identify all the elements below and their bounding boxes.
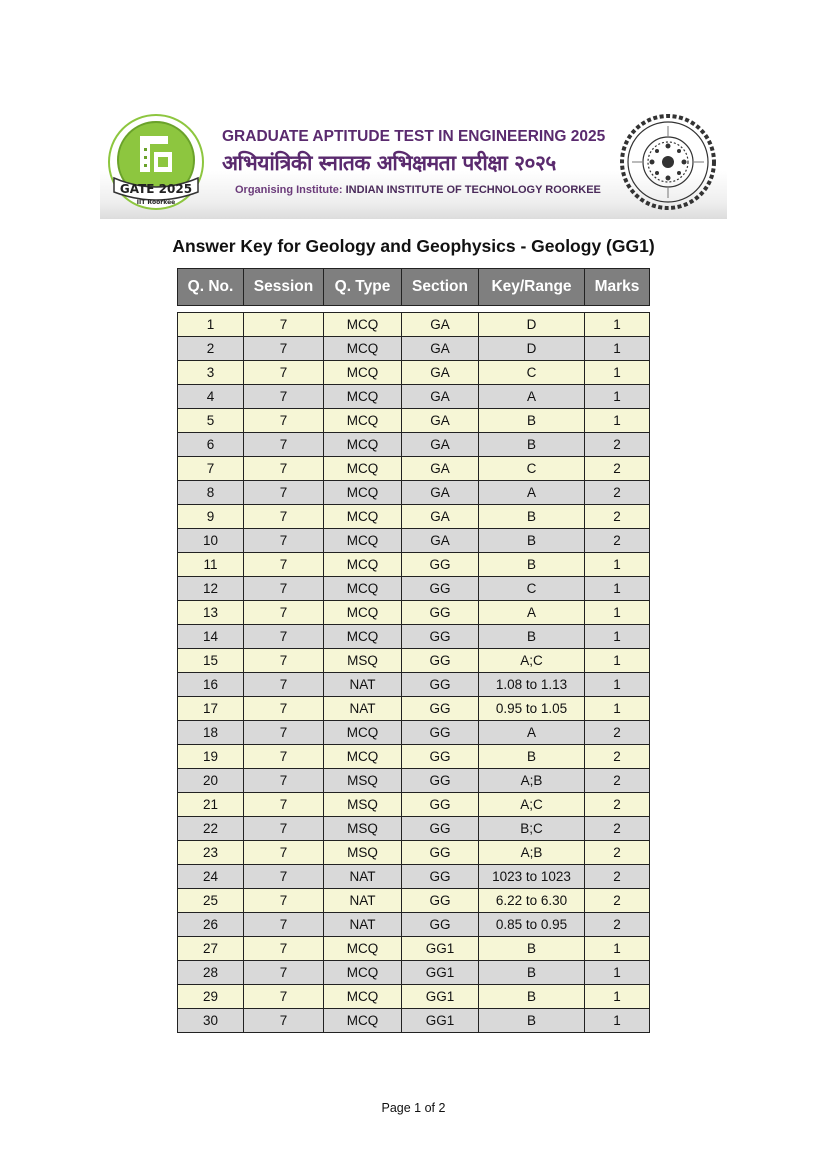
table-row xyxy=(178,505,650,529)
cell-section: GG xyxy=(402,817,479,841)
table-row xyxy=(178,769,650,793)
cell-q-no: 18 xyxy=(178,721,244,745)
cell-q-type: MCQ xyxy=(324,433,402,457)
organiser-label: Organising Institute: xyxy=(235,184,343,196)
cell-marks: 1 xyxy=(585,553,650,577)
cell-section: GA xyxy=(402,337,479,361)
cell-session: 7 xyxy=(244,817,324,841)
table-row xyxy=(178,1009,650,1033)
cell-key-range: B xyxy=(479,1009,585,1033)
cell-session: 7 xyxy=(244,937,324,961)
table-row xyxy=(178,457,650,481)
header-gap-cell xyxy=(178,306,650,313)
cell-session: 7 xyxy=(244,961,324,985)
cell-section: GA xyxy=(402,433,479,457)
cell-q-type: NAT xyxy=(324,889,402,913)
cell-session: 7 xyxy=(244,793,324,817)
cell-session: 7 xyxy=(244,673,324,697)
cell-q-no: 26 xyxy=(178,913,244,937)
cell-key-range: A;B xyxy=(479,841,585,865)
cell-session: 7 xyxy=(244,697,324,721)
cell-q-no: 19 xyxy=(178,745,244,769)
cell-marks: 1 xyxy=(585,361,650,385)
cell-key-range: A;C xyxy=(479,649,585,673)
col-header-section: Section xyxy=(402,269,479,306)
cell-section: GG xyxy=(402,793,479,817)
cell-marks: 1 xyxy=(585,961,650,985)
cell-key-range: B xyxy=(479,433,585,457)
cell-q-type: MSQ xyxy=(324,841,402,865)
header-gap xyxy=(178,306,650,313)
cell-section: GA xyxy=(402,361,479,385)
gate-2025-logo xyxy=(104,112,208,216)
cell-marks: 2 xyxy=(585,793,650,817)
cell-marks: 1 xyxy=(585,1009,650,1033)
cell-q-type: MCQ xyxy=(324,409,402,433)
cell-marks: 1 xyxy=(585,985,650,1009)
table-row xyxy=(178,313,650,337)
cell-session: 7 xyxy=(244,529,324,553)
cell-q-type: MCQ xyxy=(324,1009,402,1033)
cell-marks: 1 xyxy=(585,601,650,625)
cell-marks: 1 xyxy=(585,409,650,433)
table-row xyxy=(178,721,650,745)
cell-section: GG xyxy=(402,625,479,649)
cell-key-range: 6.22 to 6.30 xyxy=(479,889,585,913)
page-number: Page 1 of 2 xyxy=(381,1101,446,1115)
table-row xyxy=(178,553,650,577)
table-row xyxy=(178,913,650,937)
cell-q-type: MSQ xyxy=(324,817,402,841)
cell-session: 7 xyxy=(244,913,324,937)
cell-key-range: A xyxy=(479,481,585,505)
cell-section: GG xyxy=(402,913,479,937)
cell-session: 7 xyxy=(244,601,324,625)
cell-marks: 2 xyxy=(585,841,650,865)
cell-section: GG xyxy=(402,697,479,721)
table-row xyxy=(178,745,650,769)
table-row xyxy=(178,433,650,457)
cell-marks: 2 xyxy=(585,889,650,913)
cell-section: GA xyxy=(402,529,479,553)
cell-q-no: 5 xyxy=(178,409,244,433)
cell-q-no: 2 xyxy=(178,337,244,361)
cell-section: GG xyxy=(402,721,479,745)
cell-session: 7 xyxy=(244,889,324,913)
col-header-marks: Marks xyxy=(585,269,650,306)
cell-key-range: A xyxy=(479,385,585,409)
cell-marks: 2 xyxy=(585,505,650,529)
cell-q-no: 28 xyxy=(178,961,244,985)
cell-q-type: MCQ xyxy=(324,745,402,769)
cell-marks: 2 xyxy=(585,817,650,841)
cell-q-no: 24 xyxy=(178,865,244,889)
cell-q-no: 12 xyxy=(178,577,244,601)
cell-q-no: 16 xyxy=(178,673,244,697)
cell-marks: 1 xyxy=(585,337,650,361)
cell-q-no: 11 xyxy=(178,553,244,577)
cell-session: 7 xyxy=(244,649,324,673)
cell-key-range: D xyxy=(479,313,585,337)
table-row xyxy=(178,625,650,649)
cell-key-range: B xyxy=(479,553,585,577)
cell-q-no: 9 xyxy=(178,505,244,529)
cell-q-type: MSQ xyxy=(324,649,402,673)
cell-marks: 2 xyxy=(585,913,650,937)
col-header-q-no: Q. No. xyxy=(178,269,244,306)
cell-session: 7 xyxy=(244,865,324,889)
cell-section: GA xyxy=(402,481,479,505)
header-title-hindi: अभियांत्रिकी स्नातक अभिक्षमता परीक्षा २०२५ xyxy=(222,151,556,175)
cell-q-type: MCQ xyxy=(324,313,402,337)
cell-session: 7 xyxy=(244,745,324,769)
cell-section: GA xyxy=(402,457,479,481)
col-header-key-range: Key/Range xyxy=(479,269,585,306)
cell-marks: 2 xyxy=(585,457,650,481)
cell-key-range: C xyxy=(479,577,585,601)
cell-q-type: MCQ xyxy=(324,361,402,385)
cell-session: 7 xyxy=(244,409,324,433)
cell-q-type: MCQ xyxy=(324,481,402,505)
cell-q-type: MCQ xyxy=(324,625,402,649)
cell-q-type: MCQ xyxy=(324,337,402,361)
cell-q-no: 10 xyxy=(178,529,244,553)
cell-section: GG1 xyxy=(402,985,479,1009)
cell-key-range: B xyxy=(479,985,585,1009)
cell-q-no: 1 xyxy=(178,313,244,337)
cell-section: GG xyxy=(402,769,479,793)
cell-section: GA xyxy=(402,313,479,337)
cell-marks: 2 xyxy=(585,745,650,769)
cell-section: GG xyxy=(402,553,479,577)
table-row xyxy=(178,865,650,889)
cell-marks: 1 xyxy=(585,385,650,409)
cell-key-range: A xyxy=(479,601,585,625)
answer-key-table xyxy=(177,268,650,1033)
cell-q-type: MCQ xyxy=(324,553,402,577)
cell-key-range: B xyxy=(479,529,585,553)
cell-key-range: B xyxy=(479,745,585,769)
cell-section: GG1 xyxy=(402,1009,479,1033)
iit-roorkee-emblem xyxy=(618,112,718,216)
cell-key-range: B xyxy=(479,409,585,433)
table-body xyxy=(178,306,650,1033)
header-title-english: GRADUATE APTITUDE TEST IN ENGINEERING 2025 xyxy=(222,128,606,145)
cell-key-range: B xyxy=(479,625,585,649)
cell-section: GG xyxy=(402,889,479,913)
cell-q-no: 30 xyxy=(178,1009,244,1033)
cell-q-type: MSQ xyxy=(324,793,402,817)
cell-session: 7 xyxy=(244,1009,324,1033)
cell-key-range: 1.08 to 1.13 xyxy=(479,673,585,697)
table-row xyxy=(178,697,650,721)
cell-session: 7 xyxy=(244,577,324,601)
cell-marks: 2 xyxy=(585,721,650,745)
cell-session: 7 xyxy=(244,481,324,505)
cell-q-type: MCQ xyxy=(324,577,402,601)
cell-key-range: B;C xyxy=(479,817,585,841)
cell-q-type: MCQ xyxy=(324,505,402,529)
table-row xyxy=(178,793,650,817)
cell-marks: 1 xyxy=(585,313,650,337)
cell-section: GG xyxy=(402,577,479,601)
cell-q-no: 20 xyxy=(178,769,244,793)
cell-marks: 1 xyxy=(585,697,650,721)
cell-session: 7 xyxy=(244,769,324,793)
cell-q-type: MSQ xyxy=(324,769,402,793)
cell-marks: 2 xyxy=(585,433,650,457)
cell-session: 7 xyxy=(244,721,324,745)
document-title: Answer Key for Geology and Geophysics - Geology (GG1) xyxy=(172,236,655,256)
cell-key-range: B xyxy=(479,961,585,985)
cell-q-type: NAT xyxy=(324,913,402,937)
cell-section: GG xyxy=(402,841,479,865)
cell-q-type: MCQ xyxy=(324,385,402,409)
cell-session: 7 xyxy=(244,457,324,481)
cell-q-type: MCQ xyxy=(324,457,402,481)
cell-marks: 1 xyxy=(585,937,650,961)
cell-session: 7 xyxy=(244,553,324,577)
cell-key-range: 0.95 to 1.05 xyxy=(479,697,585,721)
col-header-q-type: Q. Type xyxy=(324,269,402,306)
table-row xyxy=(178,985,650,1009)
table-row xyxy=(178,409,650,433)
cell-session: 7 xyxy=(244,433,324,457)
cell-marks: 1 xyxy=(585,649,650,673)
cell-key-range: C xyxy=(479,457,585,481)
table-header-row xyxy=(178,269,650,306)
header-organiser xyxy=(235,184,605,196)
cell-q-no: 7 xyxy=(178,457,244,481)
cell-key-range: 0.85 to 0.95 xyxy=(479,913,585,937)
cell-section: GG xyxy=(402,601,479,625)
table-row xyxy=(178,481,650,505)
cell-section: GA xyxy=(402,505,479,529)
table-row xyxy=(178,673,650,697)
cell-key-range: B xyxy=(479,505,585,529)
cell-session: 7 xyxy=(244,337,324,361)
cell-q-no: 3 xyxy=(178,361,244,385)
table-row xyxy=(178,937,650,961)
table-row xyxy=(178,529,650,553)
cell-session: 7 xyxy=(244,313,324,337)
cell-q-no: 17 xyxy=(178,697,244,721)
table-row xyxy=(178,361,650,385)
table-row xyxy=(178,385,650,409)
cell-key-range: A;B xyxy=(479,769,585,793)
cell-q-no: 4 xyxy=(178,385,244,409)
cell-q-type: MCQ xyxy=(324,937,402,961)
cell-section: GG xyxy=(402,673,479,697)
table-row xyxy=(178,577,650,601)
cell-q-no: 25 xyxy=(178,889,244,913)
cell-q-no: 14 xyxy=(178,625,244,649)
cell-section: GG1 xyxy=(402,961,479,985)
cell-section: GG xyxy=(402,745,479,769)
cell-section: GG xyxy=(402,865,479,889)
cell-key-range: A;C xyxy=(479,793,585,817)
cell-key-range: A xyxy=(479,721,585,745)
table-row xyxy=(178,337,650,361)
cell-session: 7 xyxy=(244,361,324,385)
cell-q-type: MCQ xyxy=(324,985,402,1009)
cell-marks: 1 xyxy=(585,625,650,649)
cell-session: 7 xyxy=(244,505,324,529)
organiser-name: INDIAN INSTITUTE OF TECHNOLOGY ROORKEE xyxy=(345,184,601,196)
gate-logo-text: GATE 2025 xyxy=(119,182,193,196)
cell-key-range: C xyxy=(479,361,585,385)
table-row xyxy=(178,841,650,865)
cell-q-type: NAT xyxy=(324,697,402,721)
cell-q-type: MCQ xyxy=(324,601,402,625)
cell-q-no: 13 xyxy=(178,601,244,625)
cell-q-no: 23 xyxy=(178,841,244,865)
cell-q-no: 29 xyxy=(178,985,244,1009)
cell-key-range: 1023 to 1023 xyxy=(479,865,585,889)
cell-session: 7 xyxy=(244,985,324,1009)
cell-marks: 2 xyxy=(585,481,650,505)
cell-q-no: 6 xyxy=(178,433,244,457)
cell-marks: 2 xyxy=(585,769,650,793)
cell-q-type: MCQ xyxy=(324,529,402,553)
table-row xyxy=(178,889,650,913)
cell-q-no: 15 xyxy=(178,649,244,673)
cell-q-no: 22 xyxy=(178,817,244,841)
cell-q-type: NAT xyxy=(324,865,402,889)
table-row xyxy=(178,961,650,985)
cell-q-no: 21 xyxy=(178,793,244,817)
cell-key-range: B xyxy=(479,937,585,961)
cell-session: 7 xyxy=(244,385,324,409)
cell-q-type: NAT xyxy=(324,673,402,697)
cell-marks: 1 xyxy=(585,673,650,697)
cell-q-no: 27 xyxy=(178,937,244,961)
cell-q-type: MCQ xyxy=(324,721,402,745)
cell-section: GG xyxy=(402,649,479,673)
col-header-session: Session xyxy=(244,269,324,306)
cell-marks: 2 xyxy=(585,865,650,889)
cell-section: GA xyxy=(402,409,479,433)
table-row xyxy=(178,649,650,673)
cell-section: GA xyxy=(402,385,479,409)
cell-session: 7 xyxy=(244,841,324,865)
cell-q-no: 8 xyxy=(178,481,244,505)
gate-logo-subtext: IIT Roorkee xyxy=(136,199,176,206)
cell-marks: 1 xyxy=(585,577,650,601)
cell-section: GG1 xyxy=(402,937,479,961)
table-row xyxy=(178,601,650,625)
cell-q-type: MCQ xyxy=(324,961,402,985)
table-row xyxy=(178,817,650,841)
cell-marks: 2 xyxy=(585,529,650,553)
cell-key-range: D xyxy=(479,337,585,361)
cell-session: 7 xyxy=(244,625,324,649)
